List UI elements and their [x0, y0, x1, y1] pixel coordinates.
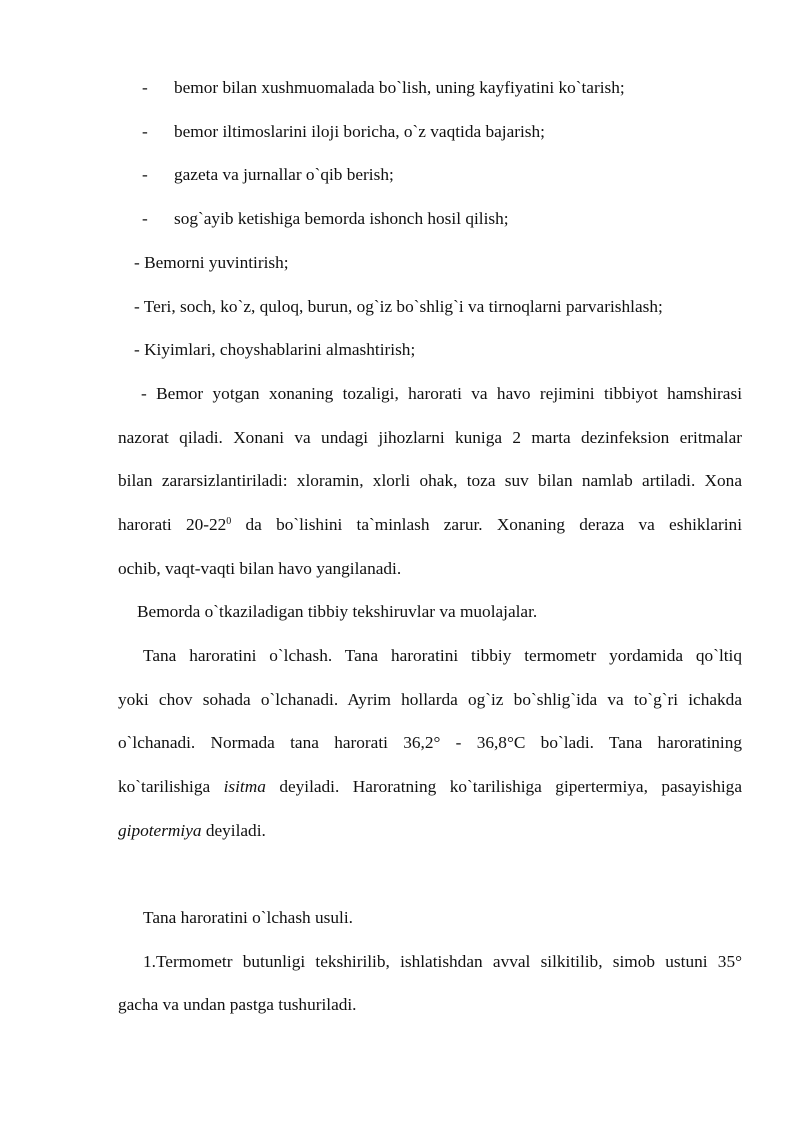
paragraph-text: deyiladi. Haroratning ko`tarilishiga gipertermiya, pasayishiga	[265, 777, 742, 796]
bullet-text: bemor iltimoslarini iloji boricha, o`z vaqtida bajarish;	[174, 122, 545, 141]
paragraph-line	[118, 777, 742, 797]
care-item: - Kiyimlari, choyshablarini almashtirish;	[134, 340, 416, 359]
paragraph-text: ko`tarilishiga	[118, 777, 224, 796]
care-item: - Bemorni yuvintirish;	[134, 253, 289, 272]
bullet-text: sog`ayib ketishiga bemorda ishonch hosil qilish;	[174, 209, 509, 228]
bullet-marker: -	[142, 78, 148, 97]
paragraph-line	[118, 821, 266, 841]
paragraph-line	[118, 515, 742, 535]
paragraph-text: harorati 20-22	[118, 515, 227, 534]
bullet-marker: -	[142, 209, 148, 228]
paragraph-line: yoki chov sohada o`lchanadi. Ayrim hollarda og`iz bo`shlig`ida va to`g`ri ichakda	[118, 690, 742, 709]
bullet-text: bemor bilan xushmuomalada bo`lish, uning kayfiyatini ko`tarish;	[174, 78, 625, 97]
bullet-marker: -	[142, 122, 148, 141]
paragraph-line: o`lchanadi. Normada tana harorati 36,2° - 36,8°C bo`ladi. Tana haroratining	[118, 733, 742, 752]
paragraph-line: 1.Termometr butunligi tekshirilib, ishlatishdan avval silkitilib, simob ustuni 35°	[143, 952, 742, 971]
paragraph-line: bilan zararsizlantiriladi: xloramin, xlorli ohak, toza suv bilan namlab artiladi. Xona	[118, 471, 742, 490]
bullet-text: gazeta va jurnallar o`qib berish;	[174, 165, 394, 184]
section-heading: Tana haroratini o`lchash usuli.	[143, 908, 353, 927]
degree-superscript: 0	[226, 516, 232, 527]
paragraph-line: nazorat qiladi. Xonani va undagi jihozlarni kuniga 2 marta dezinfeksion eritmalar	[118, 428, 742, 447]
bullet-marker: -	[142, 165, 148, 184]
care-item: - Teri, soch, ko`z, quloq, burun, og`iz bo`shlig`i va tirnoqlarni parvarishlash;	[134, 297, 663, 316]
paragraph-text: da bo`lishini ta`minlash zarur. Xonaning deraza va eshiklarini	[231, 515, 743, 534]
section-heading: Bemorda o`tkaziladigan tibbiy tekshiruvlar va muolajalar.	[137, 602, 538, 621]
paragraph-line: Tana haroratini o`lchash. Tana haroratini tibbiy termometr yordamida qo`ltiq	[143, 646, 742, 665]
term-gipotermiya: gipotermiya	[118, 821, 202, 840]
paragraph-line: - Bemor yotgan xonaning tozaligi, harorati va havo rejimini tibbiyot hamshirasi	[141, 384, 742, 403]
paragraph-text: deyiladi.	[201, 821, 266, 840]
term-isitma: isitma	[223, 777, 266, 796]
paragraph-line: ochib, vaqt-vaqti bilan havo yangilanadi.	[118, 559, 402, 578]
paragraph-line: gacha va undan pastga tushuriladi.	[118, 995, 357, 1014]
